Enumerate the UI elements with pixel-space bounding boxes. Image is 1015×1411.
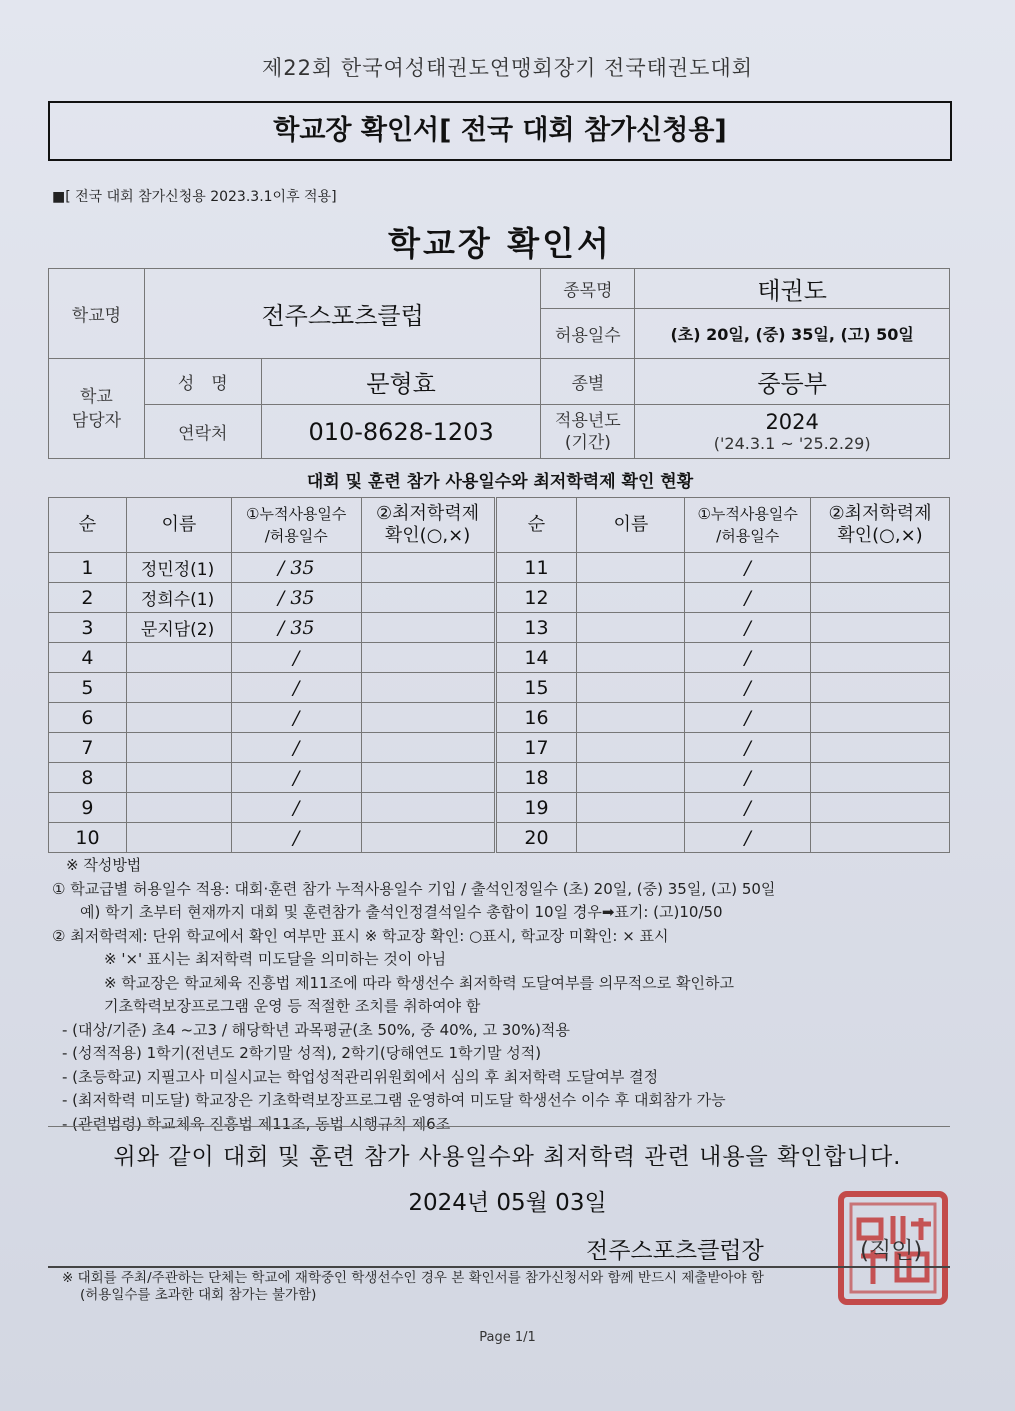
year-label-line1: 적용년도 <box>555 410 621 431</box>
header-name-right: 이름 <box>577 498 685 553</box>
days-used: / <box>685 733 811 763</box>
school-value: 전주스포츠클럽 <box>144 269 541 359</box>
days-used: / <box>231 823 361 853</box>
min-achievement-check <box>811 733 950 763</box>
seal-label: (직인) <box>860 1238 923 1264</box>
min-achievement-check <box>811 793 950 823</box>
student-name <box>577 583 685 613</box>
days-used: / <box>685 643 811 673</box>
days-used: / <box>231 763 361 793</box>
applicability-note: ■[ 전국 대회 참가신청용 2023.3.1이후 적용] <box>52 189 337 205</box>
signer-name: 전주스포츠클럽장 <box>586 1238 764 1264</box>
confirmation-statement: 위와 같이 대회 및 훈련 참가 사용일수와 최저학력 관련 내용을 확인합니다. <box>113 1144 902 1170</box>
days-used: / <box>685 673 811 703</box>
row-number: 15 <box>495 673 577 703</box>
days-used: / <box>231 673 361 703</box>
header-min-left <box>361 498 495 553</box>
row-number: 7 <box>49 733 127 763</box>
table-row <box>49 763 950 793</box>
row-number: 6 <box>49 703 127 733</box>
instruction-bullet: - (초등학교) 지필고사 미실시교는 학업성적관리위원회에서 심의 후 최저학력 도달여부 결정 <box>62 1067 659 1086</box>
min-achievement-check <box>811 583 950 613</box>
min-achievement-check <box>361 553 495 583</box>
days-used: / <box>231 703 361 733</box>
row-number: 16 <box>495 703 577 733</box>
name-label: 성 명 <box>144 359 261 405</box>
min-achievement-check <box>361 643 495 673</box>
min-achievement-check <box>361 583 495 613</box>
min-achievement-check <box>361 673 495 703</box>
days-used: / <box>685 553 811 583</box>
instruction-item: ② 최저학력제: 단위 학교에서 확인 여부만 표시 ※ 학교장 확인: ○표시, 학교장 미확인: × 표시 <box>52 926 669 945</box>
min-achievement-check <box>361 793 495 823</box>
min-achievement-check <box>361 703 495 733</box>
header-min-line2: 확인(○,×) <box>837 525 923 546</box>
min-achievement-check <box>811 553 950 583</box>
days-used: / 35 <box>231 583 361 613</box>
table-row <box>49 793 950 823</box>
instruction-bullet: - (최저학력 미도달) 학교장은 기초학력보장프로그램 운영하여 미도달 학생선수 이수 후 대회참가 가능 <box>62 1091 726 1109</box>
student-name <box>126 643 231 673</box>
days-used: / <box>685 583 811 613</box>
table-row <box>49 613 950 643</box>
row-number: 8 <box>49 763 127 793</box>
student-name <box>577 763 685 793</box>
row-number: 10 <box>49 823 127 853</box>
row-number: 18 <box>495 763 577 793</box>
header-days-left <box>231 498 361 553</box>
school-info-table <box>48 268 950 459</box>
event-value: 태권도 <box>635 269 950 309</box>
student-name <box>577 673 685 703</box>
allowed-days-value: (초) 20일, (중) 35일, (고) 50일 <box>635 309 950 359</box>
header-days-line2: /허용일수 <box>716 527 780 545</box>
table-row <box>49 553 950 583</box>
row-number: 4 <box>49 643 127 673</box>
days-used: / <box>685 823 811 853</box>
header-min-right <box>811 498 950 553</box>
category-label: 종별 <box>541 359 635 405</box>
instruction-example: 예) 학기 초부터 현재까지 대회 및 훈련참가 출석인정결석일수 총합이 10일 경우➡표기: (고)10/50 <box>80 903 723 921</box>
instructions-heading: ※ 작성방법 <box>66 856 142 874</box>
table-row <box>49 673 950 703</box>
page-number: Page 1/1 <box>479 1330 536 1345</box>
instruction-bullet: - (성적적용) 1학기(전년도 2학기말 성적), 2학기(당해연도 1학기말 성적) <box>62 1044 542 1062</box>
table-header-row <box>49 498 950 553</box>
student-name <box>577 793 685 823</box>
row-number: 9 <box>49 793 127 823</box>
header-days-line2: /허용일수 <box>264 527 328 545</box>
days-used: / <box>231 643 361 673</box>
header-min-line2: 확인(○,×) <box>384 525 471 546</box>
min-achievement-check <box>811 763 950 793</box>
days-used: / 35 <box>231 613 361 643</box>
header-days-line1: ①누적사용일수 <box>246 505 347 523</box>
student-name <box>577 733 685 763</box>
row-number: 17 <box>495 733 577 763</box>
student-name: 문지담(2) <box>126 613 231 643</box>
header-name-left: 이름 <box>126 498 231 553</box>
min-achievement-check <box>361 733 495 763</box>
staff-label-line2: 담당자 <box>71 410 122 431</box>
min-achievement-check <box>811 823 950 853</box>
days-used: / <box>685 703 811 733</box>
student-name <box>577 703 685 733</box>
row-number: 20 <box>495 823 577 853</box>
row-number: 1 <box>49 553 127 583</box>
allowed-days-label: 허용일수 <box>541 309 635 359</box>
table-row <box>49 583 950 613</box>
year-cell <box>635 405 950 459</box>
header-days-right <box>685 498 811 553</box>
table-body <box>49 553 950 853</box>
staff-label <box>49 359 145 459</box>
contact-value: 010-8628-1203 <box>261 405 541 459</box>
header-no-right: 순 <box>495 498 577 553</box>
participation-table <box>48 497 950 853</box>
row-number: 11 <box>495 553 577 583</box>
issue-date: 2024년 05월 03일 <box>408 1190 607 1216</box>
table-row <box>49 703 950 733</box>
student-name: 정민정(1) <box>126 553 231 583</box>
days-used: / <box>685 793 811 823</box>
days-used: / <box>685 763 811 793</box>
contact-label: 연락처 <box>144 405 261 459</box>
name-value: 문형효 <box>261 359 541 405</box>
header-min-line1: ②최저학력제 <box>828 503 932 524</box>
category-value: 중등부 <box>635 359 950 405</box>
min-achievement-check <box>361 613 495 643</box>
row-number: 5 <box>49 673 127 703</box>
header-days-line1: ①누적사용일수 <box>697 505 798 523</box>
event-label: 종목명 <box>541 269 635 309</box>
student-name <box>126 673 231 703</box>
instructions-block <box>52 854 952 1136</box>
divider <box>48 1266 950 1268</box>
student-name <box>126 703 231 733</box>
days-used: / <box>231 733 361 763</box>
days-used: / <box>685 613 811 643</box>
min-achievement-check <box>811 703 950 733</box>
bottom-note-line1: ※ 대회를 주최/주관하는 단체는 학교에 재학중인 학생선수인 경우 본 확인서를 참가신청서와 함께 반드시 제출받아야 함 <box>62 1270 764 1286</box>
student-name <box>577 613 685 643</box>
instruction-item: ① 학교급별 허용일수 적용: 대회·훈련 참가 누적사용일수 기입 / 출석인정일수 (초) 20일, (중) 35일, (고) 50일 <box>52 879 776 898</box>
student-name <box>577 823 685 853</box>
row-number: 2 <box>49 583 127 613</box>
staff-label-line1: 학교 <box>80 386 113 407</box>
year-label-line2: (기간) <box>564 432 611 453</box>
bottom-note-line2: (허용일수를 초과한 대회 참가는 불가함) <box>80 1287 317 1303</box>
row-number: 3 <box>49 613 127 643</box>
header-no-left: 순 <box>49 498 127 553</box>
main-title: 학교장 확인서 <box>388 224 612 263</box>
form-title-box: 학교장 확인서[ 전국 대회 참가신청용] <box>48 101 952 161</box>
school-label: 학교명 <box>49 269 145 359</box>
min-achievement-check <box>361 763 495 793</box>
header-min-line1: ②최저학력제 <box>376 503 480 524</box>
row-number: 12 <box>495 583 577 613</box>
student-name <box>126 793 231 823</box>
instruction-note: ※ 학교장은 학교체육 진흥법 제11조에 따라 학생선수 최저학력 도달여부를 의무적으로 확인하고 <box>104 973 734 992</box>
min-achievement-check <box>811 613 950 643</box>
min-achievement-check <box>361 823 495 853</box>
instruction-note-continued: 기초학력보장프로그램 운영 등 적절한 조치를 취하여야 함 <box>104 997 481 1015</box>
bottom-note <box>62 1270 764 1304</box>
student-name: 정희수(1) <box>126 583 231 613</box>
table-row <box>49 823 950 853</box>
min-achievement-check <box>811 673 950 703</box>
table-row <box>49 733 950 763</box>
year-period: ('24.3.1 ~ '25.2.29) <box>713 434 871 453</box>
year-label <box>541 405 635 459</box>
min-achievement-check <box>811 643 950 673</box>
student-name <box>577 553 685 583</box>
year-value: 2024 <box>765 410 819 434</box>
row-number: 14 <box>495 643 577 673</box>
days-used: / 35 <box>231 553 361 583</box>
instruction-note: ※ '×' 표시는 최저학력 미도달을 의미하는 것이 아님 <box>104 950 447 968</box>
event-title: 제22회 한국여성태권도연맹회장기 전국태권도대회 <box>261 56 754 80</box>
status-title: 대회 및 훈련 참가 사용일수와 최저학력제 확인 현황 <box>306 472 694 492</box>
student-name <box>126 733 231 763</box>
row-number: 19 <box>495 793 577 823</box>
instruction-bullet: - (대상/기준) 초4 ~고3 / 해당학년 과목평균(초 50%, 중 40%, 고 30%)적용 <box>62 1020 570 1039</box>
table-row <box>49 643 950 673</box>
instruction-bullet: - (관련법령) 학교체육 진흥법 제11조, 동법 시행규칙 제6조 <box>62 1114 451 1133</box>
student-name <box>577 643 685 673</box>
days-used: / <box>231 793 361 823</box>
student-name <box>126 823 231 853</box>
row-number: 13 <box>495 613 577 643</box>
student-name <box>126 763 231 793</box>
divider <box>48 1126 950 1127</box>
